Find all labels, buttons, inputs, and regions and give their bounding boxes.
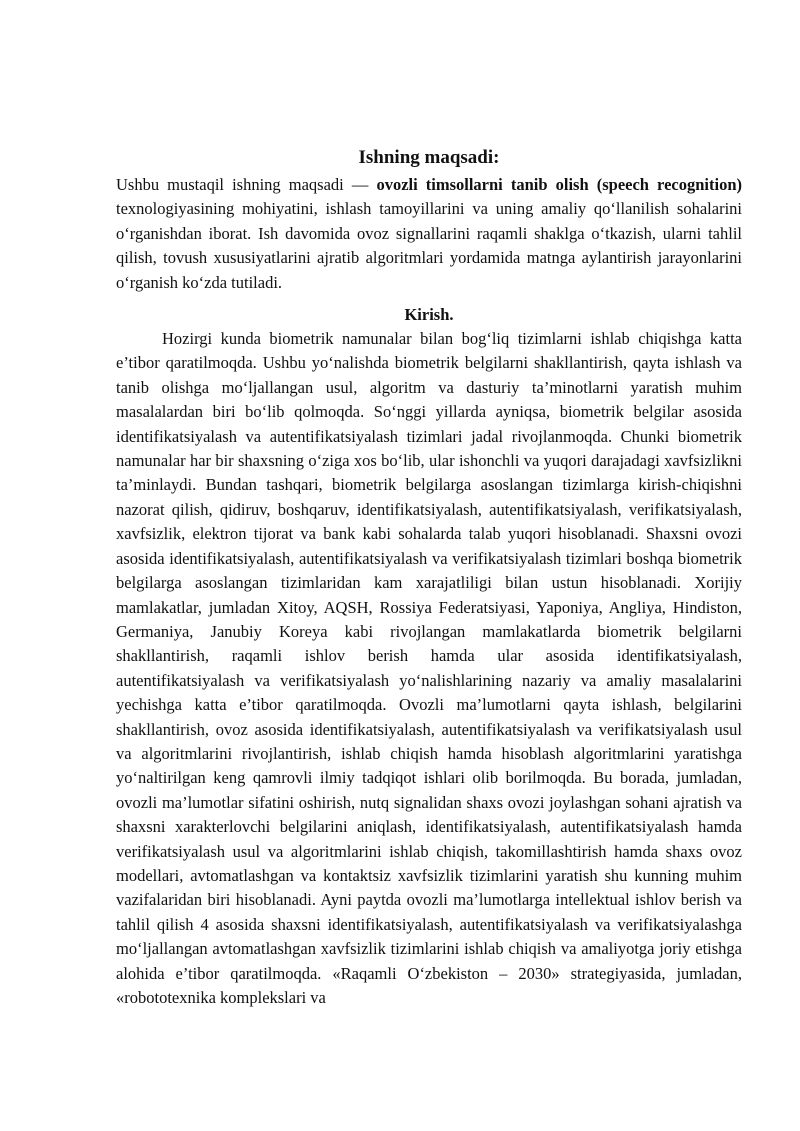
goal-title: Ishning maqsadi:: [358, 147, 500, 168]
goal-text-start: Ushbu mustaqil ishning maqsadi —: [116, 175, 377, 194]
intro-paragraph: Hozirgi kunda biometrik namunalar bilan bog‘liq tizimlarni ishlab chiqishga katta e’tibor qaratilmoqda. Ushbu yo‘nalishda biometrik belgilarni shakllantirish, qayta ishlash va tanib olishga mo‘ljallangan usul, algoritm va dasturiy ta’minotlarni yaratish muhim masalalardan biri bo‘lib qolmoqda. So‘nggi yillarda ayniqsa, biometrik belgilar asosida identifikatsiyalash va autentifikatsiyalash tizimlari jadal rivojlanmoqda. Chunki biometrik namunalar har bir shaxsning o‘ziga xos bo‘lib, ular ishonchli va yuqori darajadagi xavfsizlikni ta’minlaydi. Bundan tashqari, biometrik belgilarga asoslangan tizimlarga kirish-chiqishni nazorat qilish, qidiruv, boshqaruv, identifikatsiyalash, autentifikatsiyalash, verifikatsiyalash, xavfsizlik, elektron tijorat va bank kabi sohalarda talab yuqori hisoblanadi. Shaxsni ovozi asosida identifikatsiyalash, autentifikatsiyalash va verifikatsiyalash tizimlari boshqa biometrik belgilarga asoslangan tizimlaridan kam xarajatliligi bilan ustun hisoblanadi. Xorijiy mamlakatlar, jumladan Xitoy, AQSH, Rossiya Federatsiyasi, Yaponiya, Angliya, Hindiston, Germaniya, Janubiy Koreya kabi rivojlangan mamlakatlarda biometrik belgilarni shakllantirish, raqamli ishlov berish hamda ular asosida identifikatsiyalash, autentifikatsiyalash va verifikatsiyalash yo‘nalishlarining nazariy va amaliy masalalarini yechishga katta e’tibor qaratilmoqda. Ovozli ma’lumotlarni qayta ishlash, belgilarini shakllantirish, ovoz asosida identifikatsiyalash, autentifikatsiyalash va verifikatsiyalash usul va algoritmlarini rivojlantirish, ishlab chiqish hamda hisoblash algoritmlarini yaratishga yo‘naltirilgan keng qamrovli ilmiy tadqiqot ishlari olib borilmoqda. Bu borada, jumladan, ovozli ma’lumotlar sifatini oshirish, nutq signalidan shaxs ovozi joylashgan sohani ajratish va shaxsni xarakterlovchi belgilarini aniqlash, identifikatsiyalash, autentifikatsiyalash hamda verifikatsiyalash usul va algoritmlarini ishlab chiqish, takomillashtirish hamda shaxs ovoz modellari, avtomatlashgan va kontaktsiz xavfsizlik tizimlarini yaratish shu kunning muhim vazifalaridan biri hisoblanadi. Ayni paytda ovozli ma’lumotlarga intellektual ishlov berish va tahlil qilish 4 asosida shaxsni identifikatsiyalash, autentifikatsiyalash va verifikatsiyalashga mo‘ljallangan avtomatlashgan xavfsizlik tizimlarini ishlab chiqish va amaliyotga joriy etishga alohida e’tibor qaratilmoqda. «Raqamli O‘zbekiston – 2030» strategiyasida, jumladan, «robototexnika komplekslari va: [116, 329, 742, 1007]
goal-bold-phrase: ovozli timsollarni tanib olish (speech recognition): [376, 175, 742, 194]
goal-text-end: texnologiyasining mohiyatini, ishlash tamoyillarini va uning amaliy qo‘llanilish sohalarini o‘rganishdan iborat. Ish davomida ovoz signallarini raqamli shaklga o‘tkazish, ularni tahlil qilish, tovush xususiyatlarini ajratib algoritmlari yordamida matnga aylantirish jarayonlarini o‘rganish ko‘zda tutiladi.: [116, 199, 742, 292]
goal-paragraph: [116, 173, 742, 295]
intro-heading: Kirish.: [404, 305, 454, 325]
document-page: [116, 145, 742, 1010]
